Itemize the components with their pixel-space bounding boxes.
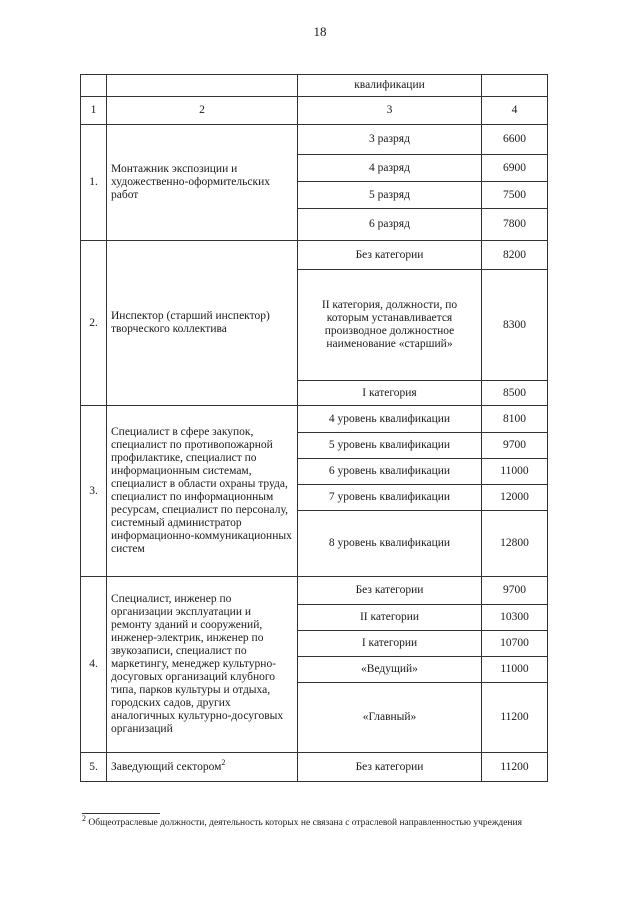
position-name: Монтажник экспозиции и художественно-оформительских работ — [107, 125, 298, 241]
salary-cell: 12000 — [482, 485, 548, 511]
continued-header-row — [81, 75, 548, 97]
table-row — [81, 406, 548, 433]
salary-cell: 12800 — [482, 511, 548, 577]
table-row — [81, 577, 548, 605]
salary-cell: 9700 — [482, 433, 548, 459]
salary-cell: 11200 — [482, 683, 548, 753]
header-qualification: квалификации — [298, 75, 482, 97]
category-cell: 6 уровень квалификации — [298, 459, 482, 485]
page-number: 18 — [313, 24, 327, 39]
row-number: 4. — [81, 577, 107, 753]
category-cell: Без категории — [298, 577, 482, 605]
salary-cell: 10700 — [482, 631, 548, 657]
salary-table — [80, 74, 548, 782]
category-cell: II категория, должности, по которым устанавливается производное должностное наименование «старший» — [298, 270, 482, 381]
salary-cell: 7500 — [482, 182, 548, 209]
salary-cell: 6600 — [482, 125, 548, 155]
category-cell: 8 уровень квалификации — [298, 511, 482, 577]
row-number: 5. — [81, 753, 107, 782]
row-number: 3. — [81, 406, 107, 577]
category-cell: Без категории — [298, 753, 482, 782]
position-name: Специалист в сфере закупок, специалист по противопожарной профилактике, специалист по информационным системам, специалист в области охраны труда, специалист по информационным ресурсам, специалист по персоналу, системный администратор информационно-коммуникационных систем — [107, 406, 298, 577]
table-row — [81, 241, 548, 270]
column-number-row — [81, 97, 548, 125]
salary-cell: 7800 — [482, 209, 548, 241]
category-cell: «Ведущий» — [298, 657, 482, 683]
position-name — [107, 753, 298, 782]
category-cell: II категории — [298, 605, 482, 631]
category-cell: 4 уровень квалификации — [298, 406, 482, 433]
footnote-mark: 2 — [82, 813, 86, 823]
table-row — [81, 125, 548, 155]
category-cell: «Главный» — [298, 683, 482, 753]
row-number: 2. — [81, 241, 107, 406]
position-name: Специалист, инженер по организации эксплуатации и ремонту зданий и сооружений, инженер-электрик, инженер по звукозаписи, специалист по маркетингу, менеджер культурно-досуговых организаций клубного типа, парков культуры и отдыха, городских садов, других аналогичных культурно-досуговых организаций — [107, 577, 298, 753]
footnote-text: Общеотраслевые должности, деятельность которых не связана с отраслевой направленностью учреждения — [88, 818, 522, 828]
salary-cell: 8300 — [482, 270, 548, 381]
category-cell: 6 разряд — [298, 209, 482, 241]
footnote — [82, 813, 552, 829]
position-name-text: Заведующий сектором — [111, 760, 222, 773]
salary-cell: 6900 — [482, 155, 548, 182]
row-number: 1. — [81, 125, 107, 241]
column-number-2: 2 — [107, 97, 298, 125]
table-row — [81, 753, 548, 782]
category-cell: 4 разряд — [298, 155, 482, 182]
column-number-3: 3 — [298, 97, 482, 125]
column-number-1: 1 — [81, 97, 107, 125]
salary-cell: 10300 — [482, 605, 548, 631]
salary-cell: 11200 — [482, 753, 548, 782]
salary-cell: 11000 — [482, 657, 548, 683]
category-cell: Без категории — [298, 241, 482, 270]
salary-cell: 11000 — [482, 459, 548, 485]
salary-cell: 8200 — [482, 241, 548, 270]
footnote-divider — [82, 813, 160, 814]
category-cell: I категории — [298, 631, 482, 657]
column-number-4: 4 — [482, 97, 548, 125]
category-cell: 7 уровень квалификации — [298, 485, 482, 511]
footnote-reference: 2 — [221, 757, 226, 767]
category-cell: 5 разряд — [298, 182, 482, 209]
category-cell: 5 уровень квалификации — [298, 433, 482, 459]
salary-cell: 9700 — [482, 577, 548, 605]
salary-cell: 8100 — [482, 406, 548, 433]
salary-cell: 8500 — [482, 381, 548, 406]
category-cell: 3 разряд — [298, 125, 482, 155]
position-name: Инспектор (старший инспектор) творческого коллектива — [107, 241, 298, 406]
category-cell: I категория — [298, 381, 482, 406]
